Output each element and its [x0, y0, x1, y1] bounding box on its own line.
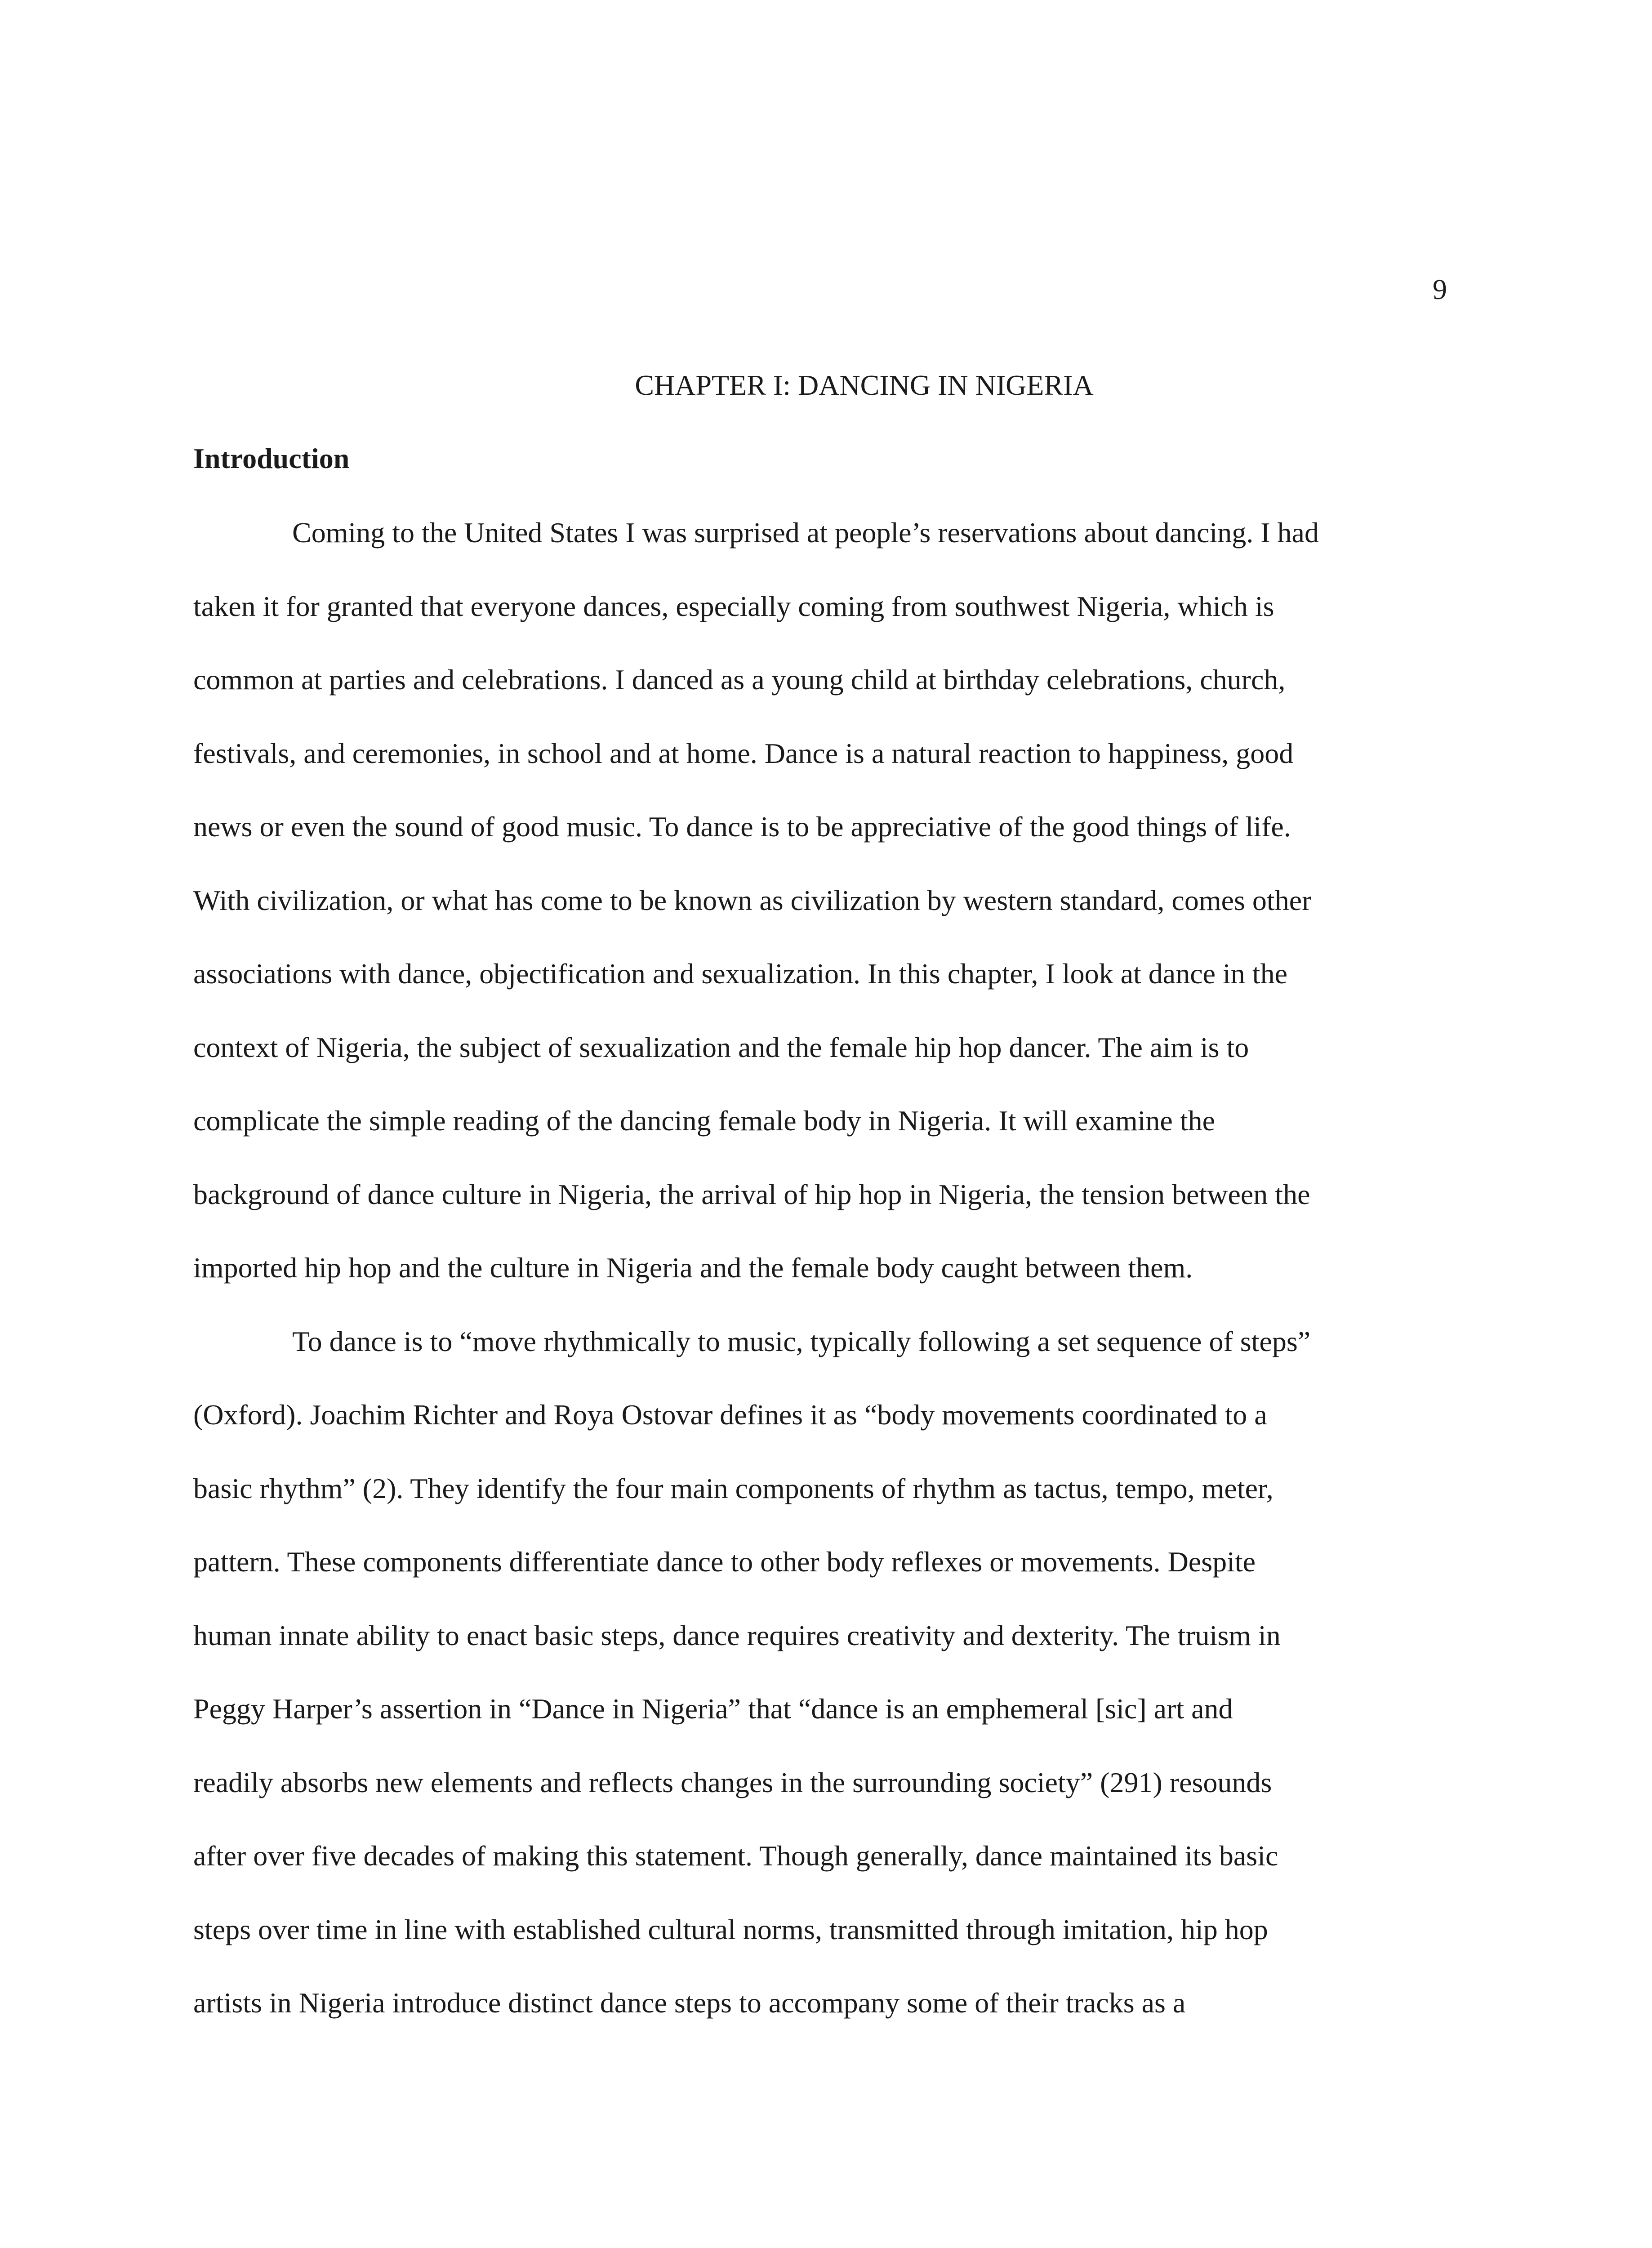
text-line: Coming to the United States I was surprised at people’s reservations about dancing. I had [292, 517, 1319, 549]
chapter-title: CHAPTER I: DANCING IN NIGERIA [635, 369, 1094, 401]
text-line: common at parties and celebrations. I danced as a young child at birthday celebrations, church, [193, 664, 1286, 696]
paragraph-1 [193, 517, 1452, 1326]
text-line: imported hip hop and the culture in Nigeria and the female body caught between them. [193, 1252, 1193, 1284]
text-line: news or even the sound of good music. To dance is to be appreciative of the good things of life. [193, 811, 1291, 843]
text-line: With civilization, or what has come to be known as civilization by western standard, comes other [193, 884, 1312, 916]
page-number: 9 [1433, 273, 1447, 305]
text-line: To dance is to “move rhythmically to music, typically following a set sequence of steps” [292, 1325, 1311, 1357]
paragraph-2 [193, 1326, 1452, 2061]
section-heading: Introduction [193, 442, 350, 474]
text-line: Peggy Harper’s assertion in “Dance in Nigeria” that “dance is an emphemeral [sic] art and [193, 1693, 1233, 1725]
text-line: pattern. These components differentiate dance to other body reflexes or movements. Despite [193, 1546, 1256, 1578]
text-line: festivals, and ceremonies, in school and at home. Dance is a natural reaction to happiness, good [193, 737, 1294, 769]
text-line: context of Nigeria, the subject of sexualization and the female hip hop dancer. The aim is to [193, 1031, 1249, 1063]
text-line: after over five decades of making this statement. Though generally, dance maintained its basic [193, 1840, 1278, 1872]
text-line: taken it for granted that everyone dances, especially coming from southwest Nigeria, which is [193, 590, 1274, 622]
text-line: (Oxford). Joachim Richter and Roya Ostovar defines it as “body movements coordinated to a [193, 1399, 1267, 1431]
text-line: human innate ability to enact basic steps, dance requires creativity and dexterity. The truism in [193, 1619, 1281, 1651]
text-line: background of dance culture in Nigeria, the arrival of hip hop in Nigeria, the tension between the [193, 1178, 1310, 1210]
text-line: steps over time in line with established cultural norms, transmitted through imitation, hip hop [193, 1913, 1268, 1945]
text-line: readily absorbs new elements and reflects changes in the surrounding society” (291) resounds [193, 1766, 1272, 1798]
document-body [193, 443, 1452, 2061]
text-line: artists in Nigeria introduce distinct dance steps to accompany some of their tracks as a [193, 1987, 1186, 2019]
text-line: associations with dance, objectification and sexualization. In this chapter, I look at dance in the [193, 958, 1287, 990]
text-line: basic rhythm” (2). They identify the four main components of rhythm as tactus, tempo, meter, [193, 1472, 1274, 1504]
text-line: complicate the simple reading of the dancing female body in Nigeria. It will examine the [193, 1105, 1215, 1137]
